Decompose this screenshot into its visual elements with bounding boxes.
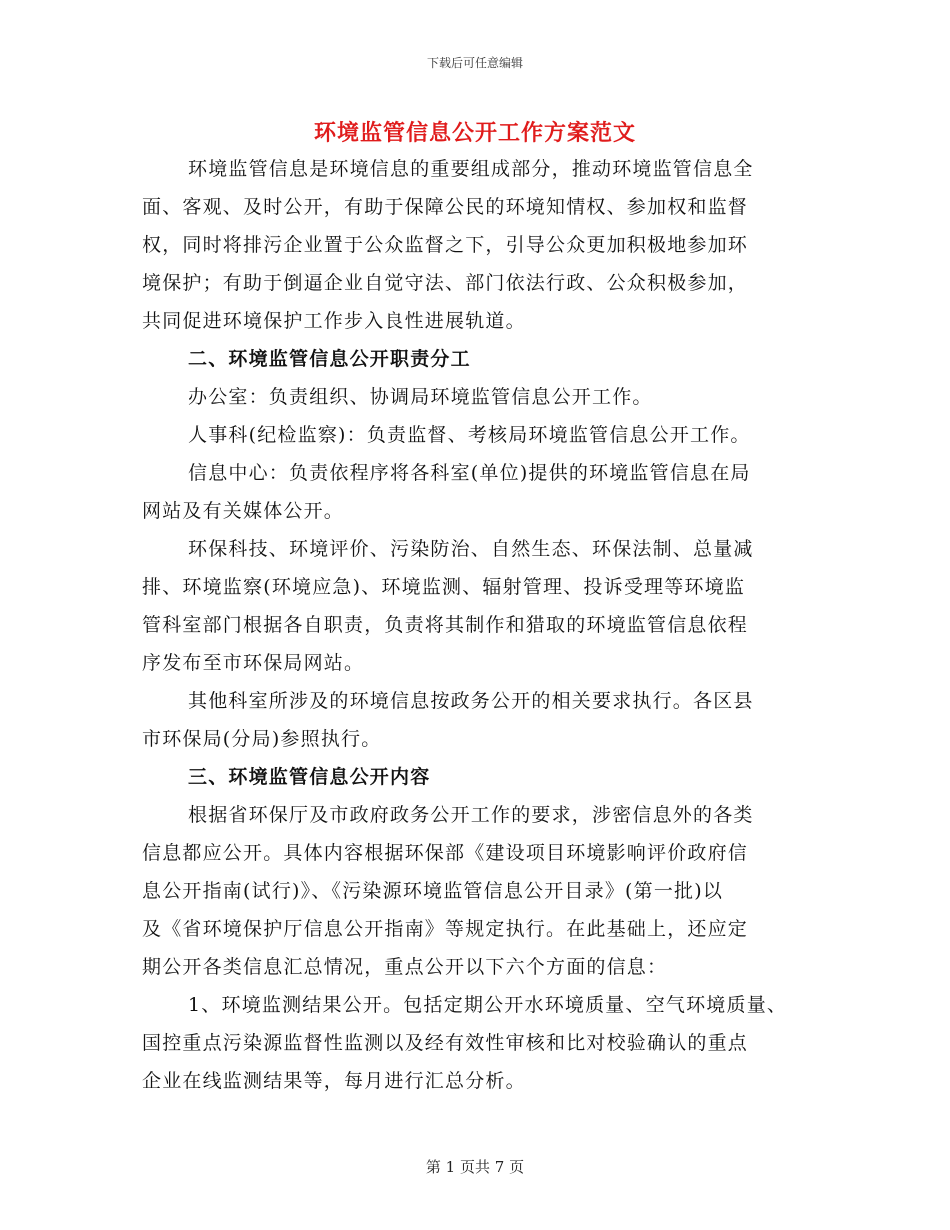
paragraph-line: 信息都应公开。具体内容根据环保部《建设项目环境影响评价政府信	[142, 842, 749, 864]
paragraph-line: 1、环境监测结果公开。包括定期公开水环境质量、空气环境质量、	[188, 994, 788, 1016]
paragraph-line: 根据省环保厅及市政府政务公开工作的要求，涉密信息外的各类	[188, 804, 754, 826]
paragraph-line: 人事科(纪检监察)：负责监督、考核局环境监管信息公开工作。	[188, 424, 751, 446]
paragraph-line: 共同促进环境保护工作步入良性进展轨道。	[142, 310, 526, 332]
paragraph-line: 境保护；有助于倒逼企业自觉守法、部门依法行政、公众积极参加，	[142, 272, 749, 294]
paragraph-line: 排、环境监察(环境应急)、环境监测、辐射管理、投诉受理等环境监	[142, 576, 746, 598]
page-footer: 第 1 页共 7 页	[425, 1158, 525, 1176]
document-title: 环境监管信息公开工作方案范文	[313, 120, 636, 146]
paragraph-line: 期公开各类信息汇总情况，重点公开以下六个方面的信息：	[142, 956, 668, 978]
paragraph-line: 国控重点污染源监督性监测以及经有效性审核和比对校验确认的重点	[142, 1032, 749, 1054]
paragraph-line: 其他科室所涉及的环境信息按政务公开的相关要求执行。各区县	[188, 690, 754, 712]
paragraph-line: 网站及有关媒体公开。	[142, 500, 345, 522]
document-body	[142, 150, 822, 1100]
paragraph-line: 环境监管信息是环境信息的重要组成部分，推动环境监管信息全	[188, 158, 754, 180]
paragraph-line: 序发布至市环保局网站。	[142, 652, 365, 674]
paragraph-line: 面、客观、及时公开，有助于保障公民的环境知情权、参加权和监督	[142, 196, 749, 218]
paragraph-line: 市环保局(分局)参照执行。	[142, 728, 382, 750]
paragraph-line: 及《省环境保护厅信息公开指南》等规定执行。在此基础上，还应定	[142, 918, 749, 940]
paragraph-line: 权，同时将排污企业置于公众监督之下，引导公众更加积极地参加环	[142, 234, 749, 256]
section-heading: 三、环境监管信息公开内容	[188, 766, 431, 788]
header-note: 下载后可任意编辑	[426, 56, 523, 70]
paragraph-line: 息公开指南(试行)》、《污染源环境监管信息公开目录》(第一批)以	[142, 880, 724, 902]
paragraph-line: 办公室：负责组织、协调局环境监管信息公开工作。	[188, 386, 653, 408]
paragraph-line: 环保科技、环境评价、污染防治、自然生态、环保法制、总量减	[188, 538, 754, 560]
section-heading: 二、环境监管信息公开职责分工	[188, 348, 471, 370]
paragraph-line: 信息中心：负责依程序将各科室(单位)提供的环境监管信息在局	[188, 462, 751, 484]
paragraph-line: 企业在线监测结果等，每月进行汇总分析。	[142, 1070, 526, 1092]
paragraph-line: 管科室部门根据各自职责，负责将其制作和猎取的环境监管信息依程	[142, 614, 749, 636]
